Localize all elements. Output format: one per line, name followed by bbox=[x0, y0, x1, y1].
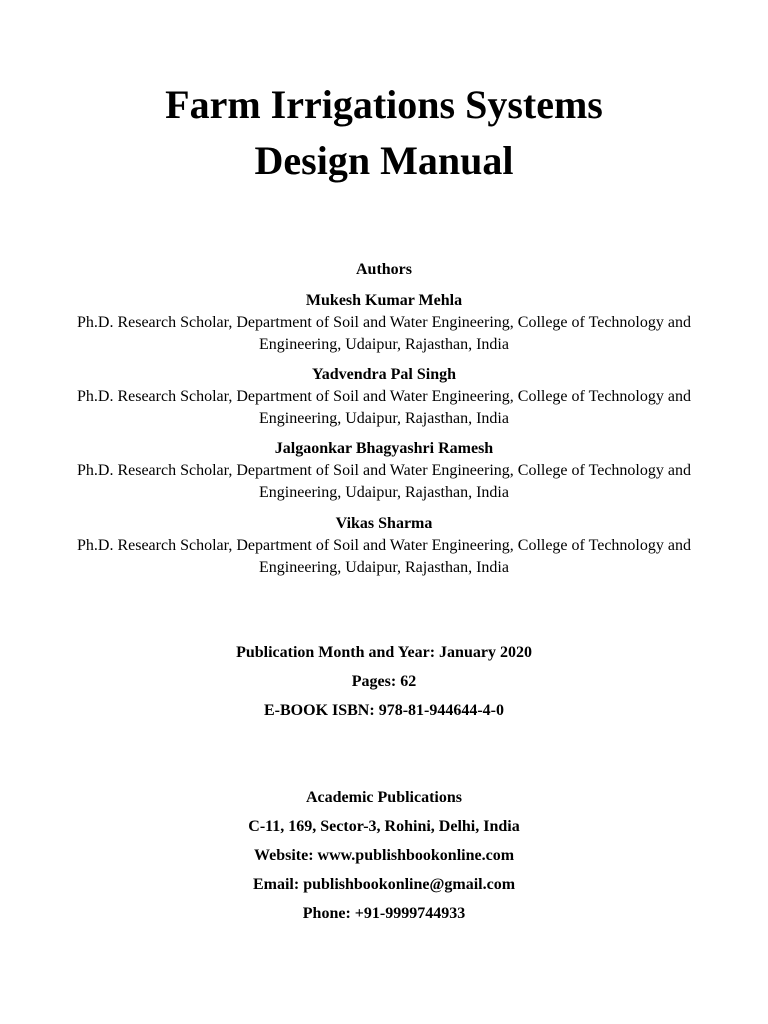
author-affiliation: Ph.D. Research Scholar, Department of Soil and Water Engineering, College of Technology and Engineering, Udaipur, Rajasthan, India bbox=[77, 388, 691, 427]
book-title-line-1: Farm Irrigations Systems bbox=[165, 82, 603, 127]
author-entry bbox=[0, 513, 768, 579]
isbn: E-BOOK ISBN: 978-81-944644-4-0 bbox=[264, 702, 504, 719]
author-affiliation: Ph.D. Research Scholar, Department of Soil and Water Engineering, College of Technology and Engineering, Udaipur, Rajasthan, India bbox=[77, 537, 691, 576]
publisher-website: Website: www.publishbookonline.com bbox=[253, 847, 515, 864]
author-affiliation: Ph.D. Research Scholar, Department of Soil and Water Engineering, College of Technology and Engineering, Udaipur, Rajasthan, India bbox=[77, 462, 691, 501]
author-name: Jalgaonkar Bhagyashri Ramesh bbox=[274, 440, 494, 457]
publisher-email: Email: publishbookonline@gmail.com bbox=[252, 876, 516, 893]
author-entry bbox=[0, 290, 768, 356]
publication-date: Publication Month and Year: January 2020 bbox=[236, 644, 532, 661]
publisher-address: C-11, 169, Sector-3, Rohini, Delhi, India bbox=[248, 818, 520, 835]
author-name: Yadvendra Pal Singh bbox=[311, 366, 457, 383]
publisher-phone: Phone: +91-9999744933 bbox=[302, 905, 466, 922]
publisher-name: Academic Publications bbox=[306, 789, 462, 806]
author-name: Vikas Sharma bbox=[335, 515, 433, 532]
authors-heading: Authors bbox=[355, 261, 412, 278]
author-entry bbox=[0, 364, 768, 430]
author-name: Mukesh Kumar Mehla bbox=[305, 292, 463, 309]
author-entry bbox=[0, 438, 768, 504]
page-count: Pages: 62 bbox=[351, 673, 417, 690]
author-affiliation: Ph.D. Research Scholar, Department of Soil and Water Engineering, College of Technology and Engineering, Udaipur, Rajasthan, India bbox=[77, 314, 691, 353]
book-title-line-2: Design Manual bbox=[254, 138, 514, 183]
